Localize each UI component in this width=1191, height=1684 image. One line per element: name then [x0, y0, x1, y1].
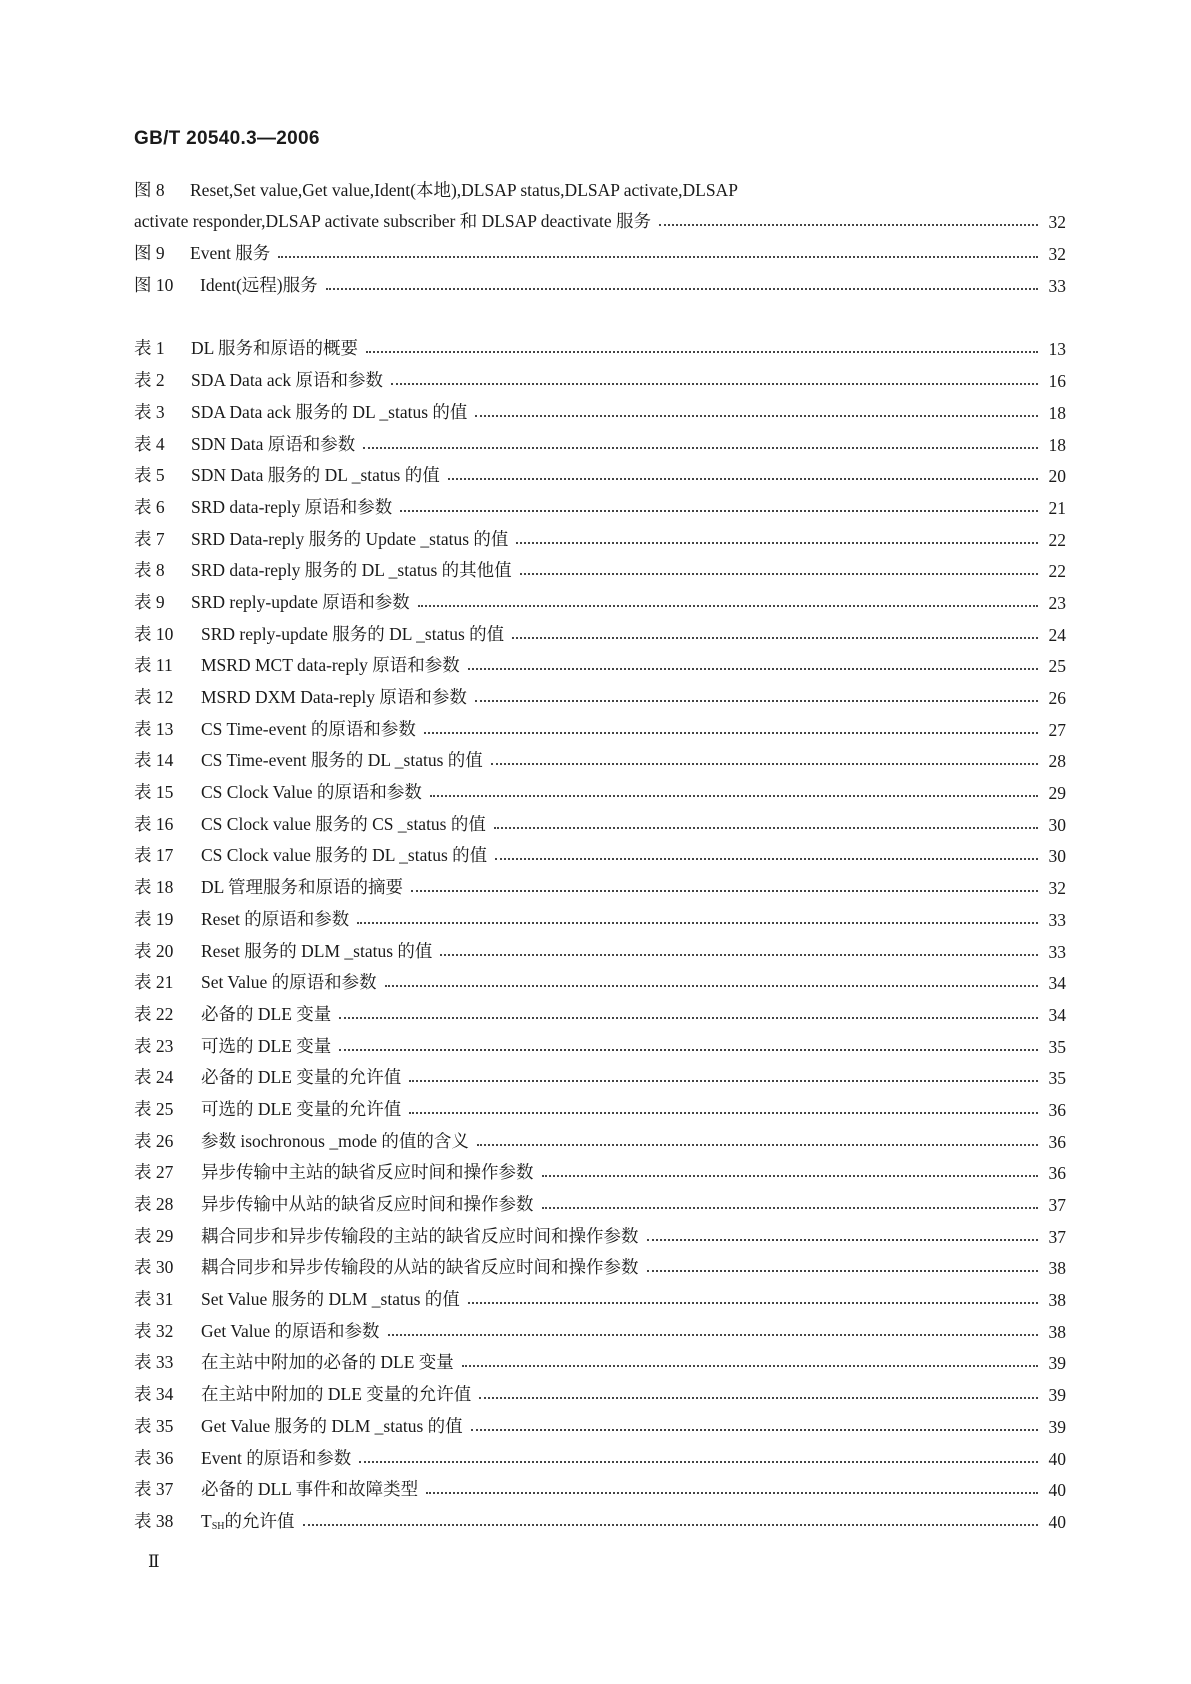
- entry-number: 表 11: [134, 655, 173, 676]
- tables-entry[interactable]: [134, 1153, 1066, 1185]
- entry-page-number: 33: [1048, 909, 1066, 930]
- entry-page-number: 21: [1048, 497, 1066, 518]
- dot-leader: [477, 1144, 1038, 1146]
- dot-leader: [475, 700, 1038, 702]
- entry-title: Reset 服务的 DLM _status 的值: [201, 940, 433, 961]
- tables-entry[interactable]: [134, 836, 1066, 868]
- tables-entry[interactable]: [134, 1216, 1066, 1248]
- entry-title: 可选的 DLE 变量: [201, 1035, 332, 1056]
- tables-entry[interactable]: [134, 1501, 1066, 1533]
- tables-entry[interactable]: [134, 456, 1066, 488]
- dot-leader: [409, 1112, 1038, 1114]
- entry-page-number: 22: [1048, 529, 1066, 550]
- entry-title: SDA Data ack 原语和参数: [191, 370, 383, 391]
- entry-title: 必备的 DLE 变量: [201, 1003, 332, 1024]
- entry-page-number: 33: [1048, 275, 1066, 296]
- tables-entry[interactable]: [134, 1184, 1066, 1216]
- entry-number: 表 7: [134, 528, 165, 549]
- entry-number: 表 12: [134, 687, 174, 707]
- dot-leader: [659, 224, 1038, 226]
- entry-title: MSRD DXM Data-reply 原语和参数: [201, 687, 467, 707]
- dot-leader: [471, 1429, 1038, 1431]
- dot-leader: [409, 1080, 1038, 1082]
- entry-title: 参数 isochronous _mode 的值的含义: [201, 1130, 469, 1151]
- entry-title: 异步传输中从站的缺省反应时间和操作参数: [201, 1194, 534, 1214]
- entry-title: 必备的 DLE 变量的允许值: [201, 1067, 402, 1088]
- entry-title: CS Clock value 服务的 CS _status 的值: [201, 813, 486, 834]
- entry-page-number: 26: [1048, 688, 1066, 708]
- entry-title: 必备的 DLL 事件和故障类型: [201, 1479, 419, 1500]
- entry-number: 表 23: [134, 1035, 174, 1056]
- entry-page-number: 29: [1048, 783, 1066, 804]
- entry-number: 表 16: [134, 813, 174, 834]
- tables-entry[interactable]: [134, 963, 1066, 995]
- dot-leader: [388, 1334, 1038, 1336]
- entry-title: SDN Data 原语和参数: [191, 433, 356, 454]
- tables-entry[interactable]: [134, 519, 1066, 551]
- entry-page-number: 32: [1048, 878, 1066, 899]
- entry-title: Event 服务: [190, 243, 271, 264]
- entry-number: 表 29: [134, 1225, 174, 1246]
- entry-number: 表 20: [134, 940, 174, 961]
- entry-title: CS Clock Value 的原语和参数: [201, 782, 422, 803]
- entry-number: 表 37: [134, 1479, 174, 1500]
- tables-entry[interactable]: [134, 1058, 1066, 1090]
- dot-leader: [411, 890, 1038, 892]
- entry-title: DL 服务和原语的概要: [191, 338, 359, 359]
- dot-leader: [278, 256, 1038, 258]
- entry-title: Event 的原语和参数: [201, 1447, 352, 1468]
- entry-title: Get Value 服务的 DLM _status 的值: [201, 1415, 463, 1436]
- entry-number: 表 33: [134, 1352, 174, 1373]
- entry-page-number: 37: [1048, 1195, 1066, 1215]
- entry-page-number: 32: [1048, 212, 1066, 233]
- dot-leader: [448, 478, 1038, 480]
- entry-page-number: 20: [1048, 466, 1066, 487]
- entry-page-number: 18: [1048, 434, 1066, 455]
- tables-entry[interactable]: [134, 360, 1066, 392]
- entry-page-number: 36: [1048, 1099, 1066, 1120]
- entry-number: 表 36: [134, 1447, 174, 1468]
- dot-leader: [520, 573, 1038, 575]
- tables-entry[interactable]: [134, 487, 1066, 519]
- document-header: GB/T 20540.3—2006: [134, 128, 320, 149]
- page-number-roman: Ⅱ: [148, 1552, 160, 1571]
- dot-leader: [339, 1049, 1038, 1051]
- entry-title: SRD reply-update 服务的 DL _status 的值: [201, 623, 505, 644]
- entry-title: 异步传输中主站的缺省反应时间和操作参数: [201, 1162, 534, 1183]
- entry-page-number: 38: [1048, 1290, 1066, 1311]
- dot-leader: [512, 637, 1038, 639]
- entry-number: 表 4: [134, 433, 165, 454]
- entry-page-number: 35: [1048, 1036, 1066, 1057]
- dot-leader: [391, 383, 1038, 385]
- tables-entry[interactable]: [134, 1089, 1066, 1121]
- entry-number: 表 13: [134, 718, 174, 739]
- entry-title: DL 管理服务和原语的摘要: [201, 877, 404, 898]
- entry-title: SDA Data ack 服务的 DL _status 的值: [191, 401, 468, 422]
- tables-entry[interactable]: [134, 899, 1066, 931]
- dot-leader: [430, 795, 1038, 797]
- entry-page-number: 30: [1048, 846, 1066, 867]
- entry-title: [201, 1508, 295, 1533]
- entry-number: 表 22: [134, 1003, 174, 1024]
- dot-leader: [303, 1524, 1039, 1526]
- entry-number: 表 14: [134, 750, 174, 771]
- entry-page-number: 23: [1048, 592, 1066, 613]
- entry-number: 表 25: [134, 1098, 174, 1119]
- entry-number: 表 34: [134, 1384, 174, 1405]
- dot-leader: [542, 1207, 1039, 1209]
- entry-number: 表 30: [134, 1257, 174, 1278]
- entry-number: 表 32: [134, 1320, 174, 1341]
- entry-number: 表 24: [134, 1067, 174, 1088]
- entry-title: SDN Data 服务的 DL _status 的值: [191, 465, 440, 486]
- entry-title: CS Time-event 服务的 DL _status 的值: [201, 750, 483, 771]
- tables-entry[interactable]: [134, 1406, 1066, 1438]
- dot-leader: [479, 1397, 1038, 1399]
- dot-leader: [359, 1461, 1038, 1463]
- entry-page-number: 33: [1048, 941, 1066, 962]
- entry-title: Ident(远程)服务: [200, 274, 318, 295]
- tables-entry[interactable]: [134, 677, 1066, 709]
- entry-page-number: 40: [1048, 1511, 1066, 1532]
- entry-number: 表 9: [134, 591, 165, 612]
- entry-page-number: 37: [1048, 1226, 1066, 1247]
- figure-entry-line1[interactable]: [134, 170, 1066, 202]
- entry-page-number: 18: [1048, 402, 1066, 423]
- dot-leader: [495, 858, 1038, 860]
- entry-number: 表 21: [134, 972, 174, 993]
- entry-title: SRD data-reply 原语和参数: [191, 496, 393, 517]
- dot-leader: [326, 288, 1038, 290]
- entry-title: 耦合同步和异步传输段的从站的缺省反应时间和操作参数: [201, 1257, 639, 1278]
- entry-number: 表 31: [134, 1289, 174, 1310]
- entry-number: 图 10: [134, 274, 174, 295]
- entry-number: 表 26: [134, 1130, 174, 1151]
- tables-entry[interactable]: [134, 424, 1066, 456]
- tables-entry[interactable]: [134, 392, 1066, 424]
- entry-page-number: 40: [1048, 1448, 1066, 1469]
- entry-page-number: 13: [1048, 339, 1066, 360]
- entry-page-number: 36: [1048, 1131, 1066, 1152]
- dot-leader: [440, 954, 1038, 956]
- tables-entry[interactable]: [134, 551, 1066, 583]
- tables-entry[interactable]: [134, 1470, 1066, 1502]
- entry-number: 表 3: [134, 401, 165, 422]
- tables-entry[interactable]: [134, 614, 1066, 646]
- entry-title: SRD Data-reply 服务的 Update _status 的值: [191, 528, 509, 549]
- dot-leader: [647, 1239, 1039, 1241]
- dot-leader: [462, 1365, 1038, 1367]
- tables-entry[interactable]: [134, 1374, 1066, 1406]
- entry-number: 表 1: [134, 338, 165, 359]
- dot-leader: [647, 1270, 1039, 1272]
- entry-page-number: 34: [1048, 1004, 1066, 1025]
- entry-page-number: 16: [1048, 371, 1066, 392]
- entry-page-number: 36: [1048, 1163, 1066, 1184]
- entry-page-number: 39: [1048, 1353, 1066, 1374]
- entry-number: 表 2: [134, 370, 165, 391]
- dot-leader: [366, 351, 1038, 353]
- entry-title-subscript: SH: [211, 1520, 225, 1532]
- figures-entry[interactable]: [134, 233, 1066, 265]
- entry-title: Set Value 服务的 DLM _status 的值: [201, 1289, 460, 1310]
- dot-leader: [424, 732, 1038, 734]
- tables-entry[interactable]: [134, 1311, 1066, 1343]
- entry-number: 表 19: [134, 908, 174, 929]
- entry-page-number: 39: [1048, 1385, 1066, 1406]
- dot-leader: [468, 1302, 1038, 1304]
- entry-title: 在主站中附加的 DLE 变量的允许值: [201, 1384, 472, 1405]
- entry-title: MSRD MCT data-reply 原语和参数: [201, 655, 460, 676]
- dot-leader: [339, 1017, 1038, 1019]
- entry-page-number: 32: [1048, 244, 1066, 265]
- entry-page-number: 40: [1048, 1480, 1066, 1501]
- dot-leader: [418, 605, 1038, 607]
- entry-number: 表 10: [134, 623, 174, 644]
- tables-entry[interactable]: [134, 1279, 1066, 1311]
- tables-entry[interactable]: [134, 709, 1066, 741]
- tables-entry[interactable]: [134, 867, 1066, 899]
- dot-leader: [426, 1492, 1038, 1494]
- entry-title: CS Time-event 的原语和参数: [201, 718, 416, 739]
- entry-page-number: 27: [1048, 719, 1066, 740]
- entry-title-main: T: [201, 1510, 212, 1531]
- dot-leader: [363, 447, 1038, 449]
- entry-title: 可选的 DLE 变量的允许值: [201, 1098, 402, 1119]
- dot-leader: [516, 542, 1038, 544]
- entry-title: 耦合同步和异步传输段的主站的缺省反应时间和操作参数: [201, 1225, 639, 1246]
- entry-title: SRD data-reply 服务的 DL _status 的其他值: [191, 560, 512, 581]
- entry-title: Reset 的原语和参数: [201, 908, 350, 929]
- tables-entry[interactable]: [134, 741, 1066, 773]
- entry-page-number: 35: [1048, 1068, 1066, 1089]
- entry-page-number: 24: [1048, 624, 1066, 645]
- entry-number: 图 8: [134, 179, 165, 200]
- entry-number: 表 35: [134, 1415, 174, 1436]
- entry-title: SRD reply-update 原语和参数: [191, 591, 410, 612]
- entry-title: Get Value 的原语和参数: [201, 1320, 380, 1341]
- tables-entry[interactable]: [134, 1438, 1066, 1470]
- dot-leader: [494, 827, 1038, 829]
- tables-entry[interactable]: [134, 804, 1066, 836]
- tables-entry[interactable]: [134, 772, 1066, 804]
- tables-entry[interactable]: [134, 1343, 1066, 1375]
- tables-entry[interactable]: [134, 1121, 1066, 1153]
- entry-page-number: 25: [1048, 656, 1066, 677]
- entry-title: 在主站中附加的必备的 DLE 变量: [201, 1352, 454, 1373]
- dot-leader: [475, 415, 1038, 417]
- entry-title: Set Value 的原语和参数: [201, 972, 377, 993]
- entry-page-number: 39: [1048, 1416, 1066, 1437]
- tables-entry[interactable]: [134, 931, 1066, 963]
- entry-title-line1: Reset,Set value,Get value,Ident(本地),DLSAP status,DLSAP activate,DLSAP: [190, 179, 738, 200]
- entry-number: 表 15: [134, 782, 174, 803]
- dot-leader: [468, 668, 1038, 670]
- entry-title-rest: 的允许值: [224, 1510, 295, 1531]
- figures-entry[interactable]: [134, 265, 1066, 297]
- entry-title: activate responder,DLSAP activate subscriber 和 DLSAP deactivate 服务: [134, 211, 652, 232]
- tables-entry[interactable]: [134, 582, 1066, 614]
- tables-entry[interactable]: [134, 1026, 1066, 1058]
- tables-entry[interactable]: [134, 1248, 1066, 1280]
- entry-number: 表 27: [134, 1162, 174, 1183]
- entry-page-number: 22: [1048, 561, 1066, 582]
- dot-leader: [385, 985, 1038, 987]
- entry-number: 表 28: [134, 1194, 174, 1214]
- entry-page-number: 30: [1048, 814, 1066, 835]
- tables-entry[interactable]: [134, 329, 1066, 361]
- dot-leader: [542, 1175, 1039, 1177]
- entry-page-number: 38: [1048, 1321, 1066, 1342]
- dot-leader: [400, 510, 1038, 512]
- entry-page-number: 34: [1048, 973, 1066, 994]
- entry-number: 表 6: [134, 496, 165, 517]
- dot-leader: [491, 763, 1038, 765]
- tables-entry[interactable]: [134, 646, 1066, 678]
- figures-entry[interactable]: [134, 202, 1066, 234]
- entry-number: 表 38: [134, 1510, 174, 1531]
- table-of-contents: [134, 170, 1066, 1533]
- entry-number: 表 8: [134, 560, 165, 581]
- entry-number: 表 18: [134, 877, 174, 898]
- entry-number: 表 17: [134, 845, 174, 866]
- entry-number: 表 5: [134, 465, 165, 486]
- tables-entry[interactable]: [134, 994, 1066, 1026]
- dot-leader: [357, 922, 1038, 924]
- entry-title: CS Clock value 服务的 DL _status 的值: [201, 845, 488, 866]
- entry-number: 图 9: [134, 243, 165, 264]
- entry-page-number: 28: [1048, 751, 1066, 772]
- entry-page-number: 38: [1048, 1258, 1066, 1279]
- section-gap: [134, 297, 1066, 329]
